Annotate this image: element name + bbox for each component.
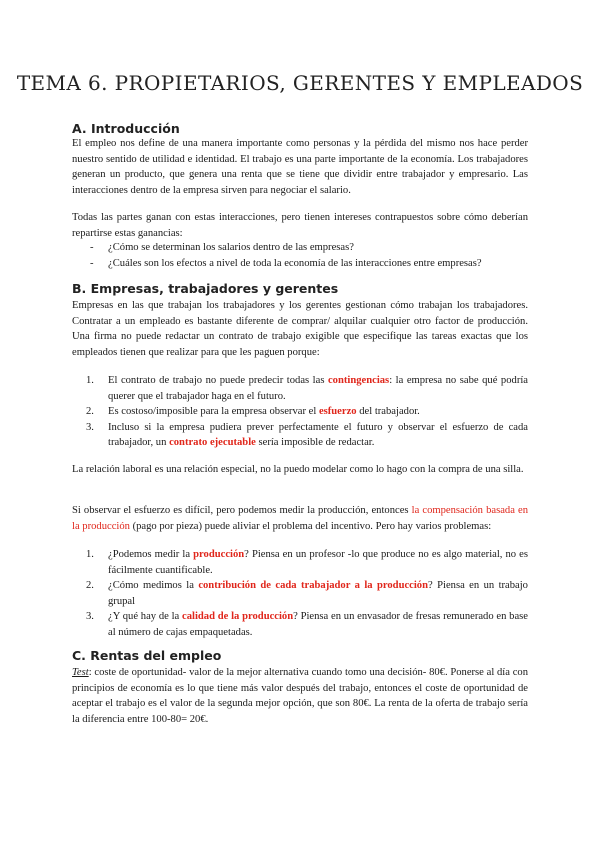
list-item: 1. El contrato de trabajo no puede predecir todas las contingencias: la empresa no sabe qué podría querer que el trabajador haga en el futuro. <box>86 375 528 402</box>
section-a-paragraph-1: El empleo nos define de una manera importante como personas y la pérdida del mismo nos hace perder nuestro sentido de utilidad e identidad. El trabajo es una parte importante de la economía. Los trabajadores generan un producto, que genera una renta que se tiene que dividir entre trabajador y empresario. Las interacciones dentro de la empresa sirven para negociar el salario. <box>72 138 528 196</box>
section-a-question-list <box>72 240 528 271</box>
section-b-paragraph-2: La relación laboral es una relación especial, no la puedo modelar como lo hago con la compra de una silla. <box>72 464 524 475</box>
highlight-phrase: la compensación basada en la producción <box>72 505 528 532</box>
section-b-heading: B. Empresas, trabajadores y gerentes <box>72 281 339 296</box>
highlight-term: contrato ejecutable <box>169 437 256 449</box>
highlight-term: esfuerzo <box>318 406 357 418</box>
section-b-paragraph-1: Empresas en las que trabajan los trabajadores y los gerentes gestionan cómo trabajan los trabajadores. Contratar a un empleado es bastante diferente de comprar/ alquilar cualquier otro factor de producción. Una firma no puede redactar un contrato de trabajo exigible que especifique las tareas exactas que los empleados tienen que realizar para que les paguen porque: <box>72 300 528 358</box>
highlight-term: contingencias <box>327 375 390 386</box>
list-item: - ¿Cómo se determinan los salarios dentro de las empresas? <box>90 242 354 253</box>
list-item: 2. ¿Cómo medimos la contribución de cada trabajador a la producción? Piensa en un trabajo grupal <box>86 580 528 607</box>
list-item: - ¿Cuáles son los efectos a nivel de toda la economía de las interacciones entre empresas? <box>90 257 482 269</box>
list-item: 3. Incluso si la empresa pudiera prever perfectamente el futuro y observar el esfuerzo de cada trabajador, un contrato ejecutable sería imposible de redactar. <box>86 421 528 449</box>
list-item: 3. ¿Y qué hay de la calidad de la producción? Piensa en un envasador de fresas remunerado en base al número de cajas empaquetadas. <box>86 611 528 638</box>
section-b-problems-list <box>72 547 528 641</box>
highlight-term: producción <box>193 549 245 560</box>
page-title: TEMA 6. PROPIETARIOS, GERENTES Y EMPLEADOS <box>16 71 584 95</box>
highlight-term: calidad de la producción <box>182 611 294 623</box>
section-b-paragraph-3: Si observar el esfuerzo es difícil, pero podemos medir la producción, entonces la compensación basada en la producción (pago por pieza) puede aliviar el problema del incentivo. Pero hay varios problemas: <box>72 505 528 532</box>
section-b-reasons-list <box>72 373 528 451</box>
section-c-heading: C. Rentas del empleo <box>72 648 222 663</box>
highlight-term: contribución de cada trabajador a la producción <box>198 580 428 592</box>
list-item: 2. Es costoso/imposible para la empresa observar el esfuerzo del trabajador. <box>86 406 420 418</box>
section-a-heading: A. Introducción <box>72 121 180 136</box>
section-a-paragraph-2: Todas las partes ganan con estas interacciones, pero tienen intereses contrapuestos sobre cómo deberían repartirse estas ganancias: <box>72 212 528 239</box>
test-label: Test <box>72 667 89 678</box>
section-c-paragraph-1: Test: coste de oportunidad- valor de la mejor alternativa cuando tomo una decisión- 80€. Ponerse al día con principios de economía es lo que tiene más valor después del trabajo, entonces el coste de oportunidad de aceptar el trabajo es el valor de la segunda mejor opción, que son 80€. La renta de la oferta de trabajo sería la diferencia entre 100-80= 20€. <box>72 667 528 725</box>
list-item: 1. ¿Podemos medir la producción? Piensa en un profesor -lo que produce no es algo material, no es fácilmente cuantificable. <box>86 549 528 576</box>
